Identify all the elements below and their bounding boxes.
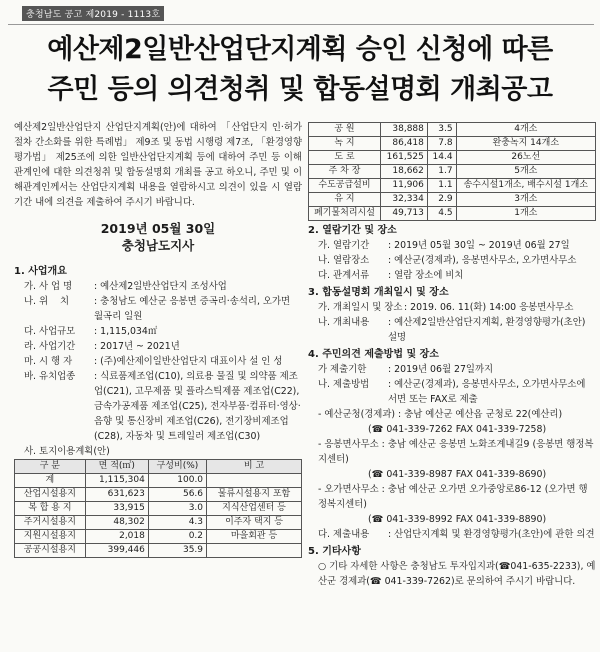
table-row: 산업시설용지 631,623 56.6 물류시설용지 포함 xyxy=(15,488,302,502)
project-item: 나. 위 치 : 충청남도 예산군 응봉면 증곡리·송석리, 오가면 월곡리 일원 xyxy=(24,296,291,322)
viewing-item: 가. 열람기간 : 2019년 05월 30일 ~ 2019년 06월 27일 xyxy=(318,240,570,251)
submission-method: 나. 제출방법 : 예산군(경제과), 응봉면사무소, 오가면사무소에 서면 또는 FAX로 제출 xyxy=(318,379,586,405)
section-4-title: 4. 주민의견 제출방법 및 장소 xyxy=(308,349,439,360)
office-address: - 예산군청(경제과) : 충남 예산군 예산읍 군청로 22(예산리) xyxy=(318,409,563,420)
left-column xyxy=(14,120,302,558)
table-header-row xyxy=(15,460,302,474)
col-header: 구 분 xyxy=(15,460,86,474)
office-address: - 응봉면사무소 : 충남 예산군 응봉면 노화조계내길9 (응봉면 행정복지센터) xyxy=(318,439,594,465)
right-column xyxy=(308,122,596,589)
table-row: 주거시설용지 48,302 4.3 이주자 택지 등 xyxy=(15,516,302,530)
project-item: 바. 유치업종 : 식료품제조업(C10), 의료용 물질 및 의약품 제조업(C21), 고무제품 및 플라스틱제품 제조업(C22), 금속가공제품 제조업(C25), 전자부품·컴퓨터·영상·음향 및 통신장비 제조업(C26), 전기장비제조업(C28), 자동차 및 트레일러 제조업(C30) xyxy=(24,371,301,442)
project-item: 가. 사 업 명 : 예산제2일반산업단지 조성사업 xyxy=(24,281,227,292)
page-title xyxy=(0,30,600,110)
meeting-item: 가. 개최일시 및 장소 : 2019. 06. 11(화) 14:00 응봉면사무소 xyxy=(318,302,574,313)
office-phone: (☎ 041-339-8992 FAX 041-339-8890) xyxy=(368,514,547,525)
meeting-item: 나. 개최내용 : 예산제2일반산업단지계획, 환경영향평가(초안) 설명 xyxy=(318,317,586,343)
viewing-item: 나. 열람장소 : 예산군(경제과), 응봉면사무소, 오가면사무소 xyxy=(318,255,577,266)
office-phone: (☎ 041-339-7262 FAX 041-339-7258) xyxy=(368,424,547,435)
submission-contents: 다. 제출내용 : 산업단지계획 및 환경영향평가(초안)에 관한 의견 xyxy=(318,529,595,540)
submission-deadline: 가 제출기한 : 2019년 06월 27일까지 xyxy=(318,364,494,375)
land-use-title: 사. 토지이용계획(안) xyxy=(24,446,110,457)
table-row: 계 1,115,304 100.0 xyxy=(15,474,302,488)
table-row: 공공시설용지 399,446 35.9 xyxy=(15,544,302,558)
section-2-title: 2. 열람기간 및 장소 xyxy=(308,225,397,236)
project-item: 다. 사업규모 : 1,115,034㎡ xyxy=(24,326,158,337)
table-row: 녹 지 86,418 7.8 완충녹지 14개소 xyxy=(309,137,596,151)
table-row: 복 합 용 지 33,915 3.0 지식산업센터 등 xyxy=(15,502,302,516)
col-header: 비 고 xyxy=(207,460,302,474)
table-row: 지원시설용지 2,018 0.2 마을회관 등 xyxy=(15,530,302,544)
issuing-organization: 충청남도지사 xyxy=(121,238,195,253)
title-line-2: 주민 등의 의견청취 및 합동설명회 개최공고 xyxy=(47,74,553,105)
section-5-title: 5. 기타사항 xyxy=(308,546,361,557)
office-phone: (☎ 041-339-8987 FAX 041-339-8690) xyxy=(368,469,547,480)
table-row: 주 차 장 18,662 1.7 5개소 xyxy=(309,165,596,179)
other-info: ○ 기타 자세한 사항은 충청남도 투자입지과(☎041-635-2233), 예산군 경제과(☎ 041-339-7262)로 문의하여 주시기 바랍니다. xyxy=(318,561,596,587)
notice-number: 충청남도 공고 제2019 - 1113호 xyxy=(22,6,164,21)
office-address: - 오가면사무소 : 충남 예산군 오가면 오가중앙로86-12 (오가면 행정복지센터) xyxy=(318,484,588,510)
land-use-table xyxy=(14,459,302,558)
title-line-1: 예산제2일반산업단지계획 승인 신청에 따른 xyxy=(47,34,553,65)
section-3-title: 3. 합동설명회 개최일시 및 장소 xyxy=(308,287,449,298)
intro-paragraph: 예산제2일반산업단지 산업단지계획(안)에 대하여 「산업단지 인·허가 절차 간소화를 위한 특례법」 제9조 및 동법 시행령 제7조, 「환경영향평가법」 제25조에 의한 일반산업단지계획 등에 대하여 주민 등 이해관계인에 대한 의견청취 및 합동설명회 개최를 공고 하오니, 주민 및 이해관계인께서는 산업단지계획 내용을 열람하시고 의견이 있을 시 열람기간 내에 의견을 제출하여 주시기 바랍니다. xyxy=(14,122,302,208)
land-use-table-continued xyxy=(308,122,596,221)
table-row: 도 로 161,525 14.4 26노선 xyxy=(309,151,596,165)
project-item: 마. 시 행 자 : (주)예산제이일반산업단지 대표이사 설 인 성 xyxy=(24,356,283,367)
table-row: 유 지 32,334 2.9 3개소 xyxy=(309,193,596,207)
table-row: 폐기물처리시설 49,713 4.5 1개소 xyxy=(309,207,596,221)
col-header: 구성비(%) xyxy=(148,460,206,474)
table-row: 공 원 38,888 3.5 4개소 xyxy=(309,123,596,137)
table-row: 수도공급설비 11,906 1.1 송수시설1개소, 배수시설 1개소 xyxy=(309,179,596,193)
col-header: 면 적(㎡) xyxy=(85,460,148,474)
viewing-item: 다. 관계서류 : 열람 장소에 비치 xyxy=(318,270,464,281)
section-1-title: 1. 사업개요 xyxy=(14,266,67,277)
notice-date: 2019년 05월 30일 xyxy=(100,221,216,236)
project-item: 라. 사업기간 : 2017년 ~ 2021년 xyxy=(24,341,180,352)
